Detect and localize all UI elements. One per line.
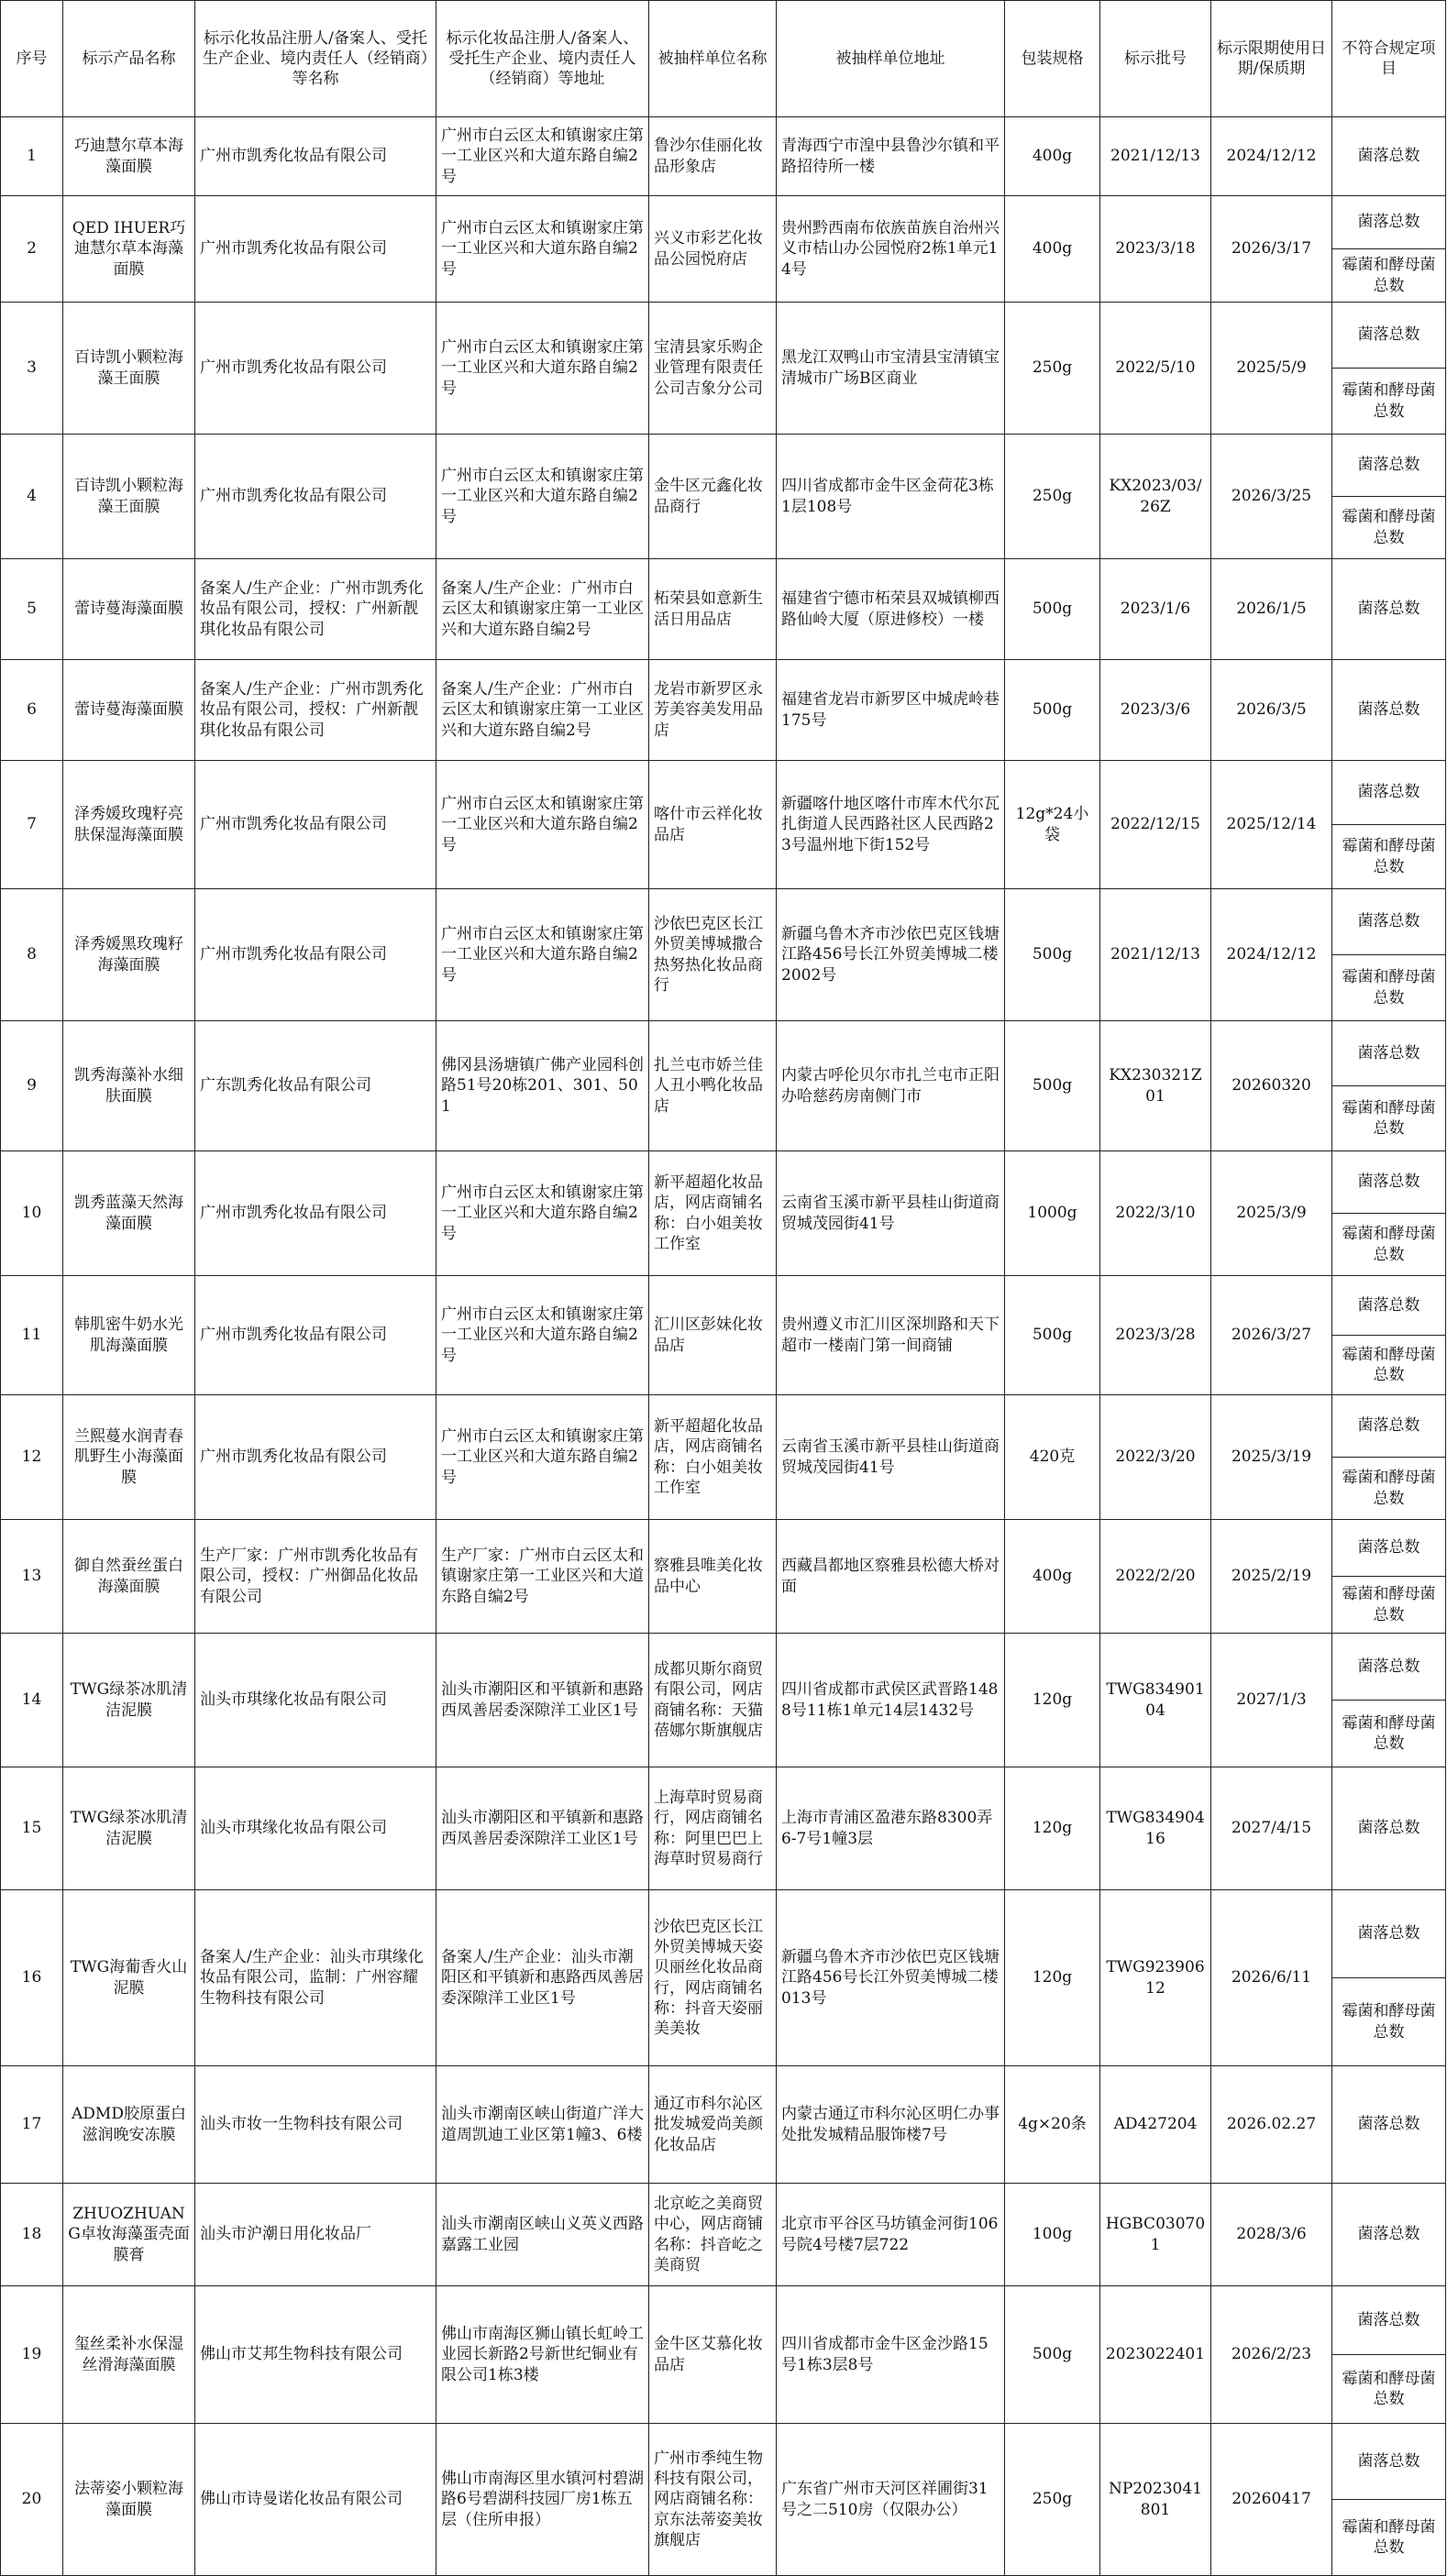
cell-noncompliant-item: 菌落总数 — [1332, 889, 1446, 955]
table-row — [1, 1395, 1446, 1458]
cell-batch-number: 2023022401 — [1100, 2286, 1211, 2424]
cell-batch-number: 2021/12/13 — [1100, 117, 1211, 196]
cell-sampled-unit: 金牛区元鑫化妆品商行 — [649, 435, 777, 559]
cell-product-name: 玺丝柔补水保湿丝滑海藻面膜 — [63, 2286, 195, 2424]
cell-product-name: 百诗凯小颗粒海藻王面膜 — [63, 303, 195, 435]
cell-product-name: TWG绿茶冰肌清洁泥膜 — [63, 1767, 195, 1890]
cell-noncompliant-item: 菌落总数 — [1332, 2286, 1446, 2355]
cell-registrant-name: 备案人/生产企业：广州市凯秀化妆品有限公司，授权：广州新靓琪化妆品有限公司 — [195, 660, 436, 761]
table-row — [1, 2066, 1446, 2184]
cell-registrant-address: 广州市白云区太和镇谢家庄第一工业区兴和大道东路自编2号 — [436, 1395, 649, 1520]
cell-sampled-unit-address: 青海西宁市湟中县鲁沙尔镇和平路招待所一楼 — [777, 117, 1005, 196]
cell-noncompliant-item: 霉菌和酵母菌总数 — [1332, 1336, 1446, 1395]
cell-registrant-address: 备案人/生产企业：广州市白云区太和镇谢家庄第一工业区兴和大道东路自编2号 — [436, 660, 649, 761]
cell-registrant-name: 广州市凯秀化妆品有限公司 — [195, 196, 436, 303]
table-row — [1, 1021, 1446, 1086]
cell-noncompliant-item: 菌落总数 — [1332, 196, 1446, 249]
cell-package-spec: 100g — [1005, 2184, 1100, 2286]
cell-batch-number: TWG92390612 — [1100, 1890, 1211, 2066]
cell-package-spec: 500g — [1005, 660, 1100, 761]
cell-serial: 10 — [1, 1151, 63, 1276]
cell-noncompliant-item: 霉菌和酵母菌总数 — [1332, 2500, 1446, 2576]
cell-noncompliant-item: 菌落总数 — [1332, 559, 1446, 660]
header-product-name: 标示产品名称 — [63, 1, 195, 117]
header-package-spec: 包装规格 — [1005, 1, 1100, 117]
cell-noncompliant-item: 菌落总数 — [1332, 435, 1446, 497]
cell-product-name: 法蒂姿小颗粒海藻面膜 — [63, 2424, 195, 2576]
cell-sampled-unit-address: 四川省成都市金牛区金荷花3栋1层108号 — [777, 435, 1005, 559]
cell-product-name: 蕾诗蔓海藻面膜 — [63, 559, 195, 660]
cell-expiry-date: 2026/3/17 — [1211, 196, 1332, 303]
cell-registrant-address: 佛山市南海区狮山镇长虹岭工业园长新路2号新世纪铜业有限公司1栋3楼 — [436, 2286, 649, 2424]
cell-registrant-name: 汕头市沪潮日用化妆品厂 — [195, 2184, 436, 2286]
cell-registrant-address: 广州市白云区太和镇谢家庄第一工业区兴和大道东路自编2号 — [436, 303, 649, 435]
cell-serial: 9 — [1, 1021, 63, 1151]
cell-batch-number: TWG83490104 — [1100, 1634, 1211, 1767]
cell-expiry-date: 2026/6/11 — [1211, 1890, 1332, 2066]
cell-serial: 7 — [1, 761, 63, 889]
cell-noncompliant-item: 菌落总数 — [1332, 660, 1446, 761]
cell-registrant-address: 广州市白云区太和镇谢家庄第一工业区兴和大道东路自编2号 — [436, 196, 649, 303]
cell-registrant-address: 广州市白云区太和镇谢家庄第一工业区兴和大道东路自编2号 — [436, 435, 649, 559]
table-row — [1, 1520, 1446, 1577]
cell-serial: 14 — [1, 1634, 63, 1767]
cell-sampled-unit-address: 新疆乌鲁木齐市沙依巴克区钱塘江路456号长江外贸美博城二楼013号 — [777, 1890, 1005, 2066]
cell-serial: 1 — [1, 117, 63, 196]
cell-noncompliant-item: 霉菌和酵母菌总数 — [1332, 1701, 1446, 1767]
cell-batch-number: 2022/5/10 — [1100, 303, 1211, 435]
cell-sampled-unit-address: 贵州黔西南布依族苗族自治州兴义市桔山办公园悦府2栋1单元14号 — [777, 196, 1005, 303]
cell-sampled-unit: 沙依巴克区长江外贸美博城撒合热努热化妆品商行 — [649, 889, 777, 1021]
cell-noncompliant-item: 菌落总数 — [1332, 1767, 1446, 1890]
cell-sampled-unit: 宝清县家乐购企业管理有限责任公司吉象分公司 — [649, 303, 777, 435]
table-row — [1, 2286, 1446, 2355]
cell-serial: 15 — [1, 1767, 63, 1890]
cell-batch-number: 2023/3/28 — [1100, 1276, 1211, 1395]
cell-sampled-unit-address: 上海市青浦区盈港东路8300弄6-7号1幢3层 — [777, 1767, 1005, 1890]
cell-noncompliant-item: 菌落总数 — [1332, 1520, 1446, 1577]
table-row — [1, 117, 1446, 196]
cell-registrant-name: 备案人/生产企业：广州市凯秀化妆品有限公司，授权：广州新靓琪化妆品有限公司 — [195, 559, 436, 660]
cell-batch-number: 2023/3/18 — [1100, 196, 1211, 303]
cell-sampled-unit: 汇川区彭妹化妆品店 — [649, 1276, 777, 1395]
cell-sampled-unit: 扎兰屯市娇兰佳人丑小鸭化妆品店 — [649, 1021, 777, 1151]
cell-noncompliant-item: 菌落总数 — [1332, 2066, 1446, 2184]
cell-product-name: 百诗凯小颗粒海藻王面膜 — [63, 435, 195, 559]
cell-expiry-date: 2028/3/6 — [1211, 2184, 1332, 2286]
cell-serial: 17 — [1, 2066, 63, 2184]
table-row — [1, 196, 1446, 249]
cell-expiry-date: 2026/3/27 — [1211, 1276, 1332, 1395]
cell-product-name: 泽秀媛玫瑰籽亮肤保湿海藻面膜 — [63, 761, 195, 889]
cell-batch-number: AD427204 — [1100, 2066, 1211, 2184]
cell-noncompliant-item: 霉菌和酵母菌总数 — [1332, 249, 1446, 303]
cell-sampled-unit-address: 内蒙古呼伦贝尔市扎兰屯市正阳办哈慈药房南侧门市 — [777, 1021, 1005, 1151]
cell-sampled-unit-address: 内蒙古通辽市科尔沁区明仁办事处批发城精品服饰楼7号 — [777, 2066, 1005, 2184]
cell-registrant-address: 广州市白云区太和镇谢家庄第一工业区兴和大道东路自编2号 — [436, 1151, 649, 1276]
cell-sampled-unit: 金牛区艾慕化妆品店 — [649, 2286, 777, 2424]
cell-product-name: 凯秀蓝藻天然海藻面膜 — [63, 1151, 195, 1276]
cell-expiry-date: 2026/3/5 — [1211, 660, 1332, 761]
cell-registrant-name: 广州市凯秀化妆品有限公司 — [195, 1276, 436, 1395]
cell-noncompliant-item: 菌落总数 — [1332, 2184, 1446, 2286]
cell-sampled-unit-address: 贵州遵义市汇川区深圳路和天下超市一楼南门第一间商铺 — [777, 1276, 1005, 1395]
cell-expiry-date: 2025/5/9 — [1211, 303, 1332, 435]
cell-noncompliant-item: 菌落总数 — [1332, 1890, 1446, 1978]
cell-registrant-name: 汕头市琪缘化妆品有限公司 — [195, 1634, 436, 1767]
cell-package-spec: 500g — [1005, 1021, 1100, 1151]
table-row — [1, 1767, 1446, 1890]
cell-package-spec: 120g — [1005, 1634, 1100, 1767]
cell-registrant-address: 汕头市潮阳区和平镇新和惠路西凤善居委深隙洋工业区1号 — [436, 1767, 649, 1890]
cell-registrant-address: 广州市白云区太和镇谢家庄第一工业区兴和大道东路自编2号 — [436, 761, 649, 889]
cell-package-spec: 120g — [1005, 1767, 1100, 1890]
cell-expiry-date: 2025/3/9 — [1211, 1151, 1332, 1276]
table-row — [1, 435, 1446, 497]
cell-expiry-date: 2027/4/15 — [1211, 1767, 1332, 1890]
cell-product-name: 韩肌密牛奶水光肌海藻面膜 — [63, 1276, 195, 1395]
cell-sampled-unit: 兴义市彩艺化妆品公园悦府店 — [649, 196, 777, 303]
cell-registrant-address: 广州市白云区太和镇谢家庄第一工业区兴和大道东路自编2号 — [436, 117, 649, 196]
cell-noncompliant-item: 霉菌和酵母菌总数 — [1332, 1458, 1446, 1520]
cell-batch-number: 2022/3/10 — [1100, 1151, 1211, 1276]
cell-expiry-date: 2025/2/19 — [1211, 1520, 1332, 1634]
table-row — [1, 660, 1446, 761]
cell-package-spec: 1000g — [1005, 1151, 1100, 1276]
cell-product-name: 泽秀媛黑玫瑰籽海藻面膜 — [63, 889, 195, 1021]
cell-sampled-unit: 通辽市科尔沁区批发城爱尚美颜化妆品店 — [649, 2066, 777, 2184]
cell-package-spec: 250g — [1005, 303, 1100, 435]
cell-registrant-address: 备案人/生产企业：广州市白云区太和镇谢家庄第一工业区兴和大道东路自编2号 — [436, 559, 649, 660]
cell-batch-number: KX2023/03/26Z — [1100, 435, 1211, 559]
cell-registrant-name: 广州市凯秀化妆品有限公司 — [195, 889, 436, 1021]
cell-expiry-date: 20260320 — [1211, 1021, 1332, 1151]
cell-sampled-unit: 龙岩市新罗区永芳美容美发用品店 — [649, 660, 777, 761]
cell-sampled-unit-address: 新疆喀什地区喀什市库木代尔瓦扎街道人民西路社区人民西路23号温州地下街152号 — [777, 761, 1005, 889]
table-row — [1, 761, 1446, 825]
cell-expiry-date: 2024/12/12 — [1211, 889, 1332, 1021]
cell-product-name: TWG海葡香火山泥膜 — [63, 1890, 195, 2066]
cell-noncompliant-item: 霉菌和酵母菌总数 — [1332, 1978, 1446, 2066]
cell-noncompliant-item: 菌落总数 — [1332, 1634, 1446, 1701]
cell-serial: 20 — [1, 2424, 63, 2576]
cell-noncompliant-item: 菌落总数 — [1332, 761, 1446, 825]
cell-registrant-name: 汕头市琪缘化妆品有限公司 — [195, 1767, 436, 1890]
cell-noncompliant-item: 菌落总数 — [1332, 1395, 1446, 1458]
cell-registrant-address: 汕头市潮阳区和平镇新和惠路西凤善居委深隙洋工业区1号 — [436, 1634, 649, 1767]
cell-serial: 2 — [1, 196, 63, 303]
cell-product-name: 兰熙蔓水润青春肌野生小海藻面膜 — [63, 1395, 195, 1520]
cell-expiry-date: 20260417 — [1211, 2424, 1332, 2576]
cell-sampled-unit-address: 黑龙江双鸭山市宝清县宝清镇宝清城市广场B区商业 — [777, 303, 1005, 435]
cell-product-name: QED IHUER巧迪慧尔草本海藻面膜 — [63, 196, 195, 303]
cell-serial: 6 — [1, 660, 63, 761]
header-registrant-name: 标示化妆品注册人/备案人、受托生产企业、境内责任人（经销商）等名称 — [195, 1, 436, 117]
table-row — [1, 2184, 1446, 2286]
table-row — [1, 1634, 1446, 1701]
cell-sampled-unit: 北京屹之美商贸中心，网店商铺名称：抖音屹之美商贸 — [649, 2184, 777, 2286]
cell-registrant-name: 广州市凯秀化妆品有限公司 — [195, 761, 436, 889]
cell-batch-number: 2022/2/20 — [1100, 1520, 1211, 1634]
cell-serial: 8 — [1, 889, 63, 1021]
cell-noncompliant-item: 霉菌和酵母菌总数 — [1332, 825, 1446, 889]
table-row — [1, 1276, 1446, 1336]
cell-batch-number: 2022/3/20 — [1100, 1395, 1211, 1520]
cell-registrant-address: 广州市白云区太和镇谢家庄第一工业区兴和大道东路自编2号 — [436, 1276, 649, 1395]
table-row — [1, 2424, 1446, 2500]
cell-noncompliant-item: 菌落总数 — [1332, 117, 1446, 196]
cell-noncompliant-item: 霉菌和酵母菌总数 — [1332, 497, 1446, 559]
cell-noncompliant-item: 菌落总数 — [1332, 1276, 1446, 1336]
cell-package-spec: 500g — [1005, 1276, 1100, 1395]
cell-package-spec: 500g — [1005, 559, 1100, 660]
cell-sampled-unit: 新平超超化妆品店，网店商铺名称：白小姐美妆工作室 — [649, 1151, 777, 1276]
cell-serial: 19 — [1, 2286, 63, 2424]
cell-product-name: 蕾诗蔓海藻面膜 — [63, 660, 195, 761]
cell-product-name: ZHUOZHUANG卓妆海藻蛋壳面膜膏 — [63, 2184, 195, 2286]
cell-registrant-address: 生产厂家：广州市白云区太和镇谢家庄第一工业区兴和大道东路自编2号 — [436, 1520, 649, 1634]
cell-expiry-date: 2026/3/25 — [1211, 435, 1332, 559]
cell-registrant-address: 汕头市潮南区峡山街道广洋大道周凯迪工业区第1幢3、6楼 — [436, 2066, 649, 2184]
cell-sampled-unit: 沙依巴克区长江外贸美博城天姿贝丽丝化妆品商行，网店商铺名称：抖音天姿丽美美妆 — [649, 1890, 777, 2066]
cell-noncompliant-item: 霉菌和酵母菌总数 — [1332, 369, 1446, 435]
cell-serial: 4 — [1, 435, 63, 559]
cell-sampled-unit-address: 福建省龙岩市新罗区中城虎岭巷175号 — [777, 660, 1005, 761]
header-sampled-unit-address: 被抽样单位地址 — [777, 1, 1005, 117]
cell-noncompliant-item: 霉菌和酵母菌总数 — [1332, 2355, 1446, 2424]
table-row — [1, 1890, 1446, 1978]
cell-package-spec: 12g*24小袋 — [1005, 761, 1100, 889]
cell-package-spec: 400g — [1005, 1520, 1100, 1634]
cell-serial: 12 — [1, 1395, 63, 1520]
cell-product-name: 凯秀海藻补水细肤面膜 — [63, 1021, 195, 1151]
cell-noncompliant-item: 霉菌和酵母菌总数 — [1332, 1086, 1446, 1151]
cell-sampled-unit: 喀什市云祥化妆品店 — [649, 761, 777, 889]
header-noncompliant-items: 不符合规定项目 — [1332, 1, 1446, 117]
cell-sampled-unit-address: 西藏昌都地区察雅县松德大桥对面 — [777, 1520, 1005, 1634]
cell-package-spec: 250g — [1005, 2424, 1100, 2576]
cell-package-spec: 500g — [1005, 2286, 1100, 2424]
cell-noncompliant-item: 霉菌和酵母菌总数 — [1332, 955, 1446, 1021]
cell-serial: 16 — [1, 1890, 63, 2066]
cell-registrant-name: 备案人/生产企业：汕头市琪缘化妆品有限公司，监制：广州容耀生物科技有限公司 — [195, 1890, 436, 2066]
cell-noncompliant-item: 霉菌和酵母菌总数 — [1332, 1577, 1446, 1634]
cell-registrant-name: 佛山市诗曼诺化妆品有限公司 — [195, 2424, 436, 2576]
cell-registrant-name: 广州市凯秀化妆品有限公司 — [195, 303, 436, 435]
cell-serial: 13 — [1, 1520, 63, 1634]
cell-package-spec: 400g — [1005, 196, 1100, 303]
cell-registrant-name: 佛山市艾邦生物科技有限公司 — [195, 2286, 436, 2424]
cell-noncompliant-item: 菌落总数 — [1332, 303, 1446, 369]
cell-expiry-date: 2026.02.27 — [1211, 2066, 1332, 2184]
cell-serial: 5 — [1, 559, 63, 660]
cell-sampled-unit: 广州市季纯生物科技有限公司，网店商铺名称：京东法蒂姿美妆旗舰店 — [649, 2424, 777, 2576]
cell-batch-number: 2022/12/15 — [1100, 761, 1211, 889]
cell-batch-number: NP2023041801 — [1100, 2424, 1211, 2576]
cell-sampled-unit-address: 云南省玉溪市新平县桂山街道商贸城茂园街41号 — [777, 1395, 1005, 1520]
cell-sampled-unit: 新平超超化妆品店，网店商铺名称：白小姐美妆工作室 — [649, 1395, 777, 1520]
cell-sampled-unit: 上海草时贸易商行，网店商铺名称：阿里巴巴上海草时贸易商行 — [649, 1767, 777, 1890]
cell-sampled-unit-address: 新疆乌鲁木齐市沙依巴克区钱塘江路456号长江外贸美博城二楼2002号 — [777, 889, 1005, 1021]
table-row — [1, 303, 1446, 369]
cell-sampled-unit-address: 四川省成都市金牛区金沙路15号1栋3层8号 — [777, 2286, 1005, 2424]
cell-registrant-name: 生产厂家：广州市凯秀化妆品有限公司，授权：广州御品化妆品有限公司 — [195, 1520, 436, 1634]
cell-product-name: TWG绿茶冰肌清洁泥膜 — [63, 1634, 195, 1767]
table-row — [1, 559, 1446, 660]
cell-registrant-name: 广州市凯秀化妆品有限公司 — [195, 117, 436, 196]
cell-sampled-unit: 察雅县唯美化妆品中心 — [649, 1520, 777, 1634]
cell-registrant-address: 广州市白云区太和镇谢家庄第一工业区兴和大道东路自编2号 — [436, 889, 649, 1021]
cell-expiry-date: 2025/12/14 — [1211, 761, 1332, 889]
header-registrant-address: 标示化妆品注册人/备案人、受托生产企业、境内责任人（经销商）等地址 — [436, 1, 649, 117]
cell-noncompliant-item: 菌落总数 — [1332, 1151, 1446, 1214]
header-batch-number: 标示批号 — [1100, 1, 1211, 117]
cell-product-name: 巧迪慧尔草本海藻面膜 — [63, 117, 195, 196]
cell-package-spec: 4g×20条 — [1005, 2066, 1100, 2184]
cell-batch-number: HGBC030701 — [1100, 2184, 1211, 2286]
cell-registrant-name: 广州市凯秀化妆品有限公司 — [195, 1395, 436, 1520]
cell-registrant-name: 广东凯秀化妆品有限公司 — [195, 1021, 436, 1151]
cell-noncompliant-item: 菌落总数 — [1332, 2424, 1446, 2500]
cell-registrant-address: 汕头市潮南区峡山义英义西路嘉露工业园 — [436, 2184, 649, 2286]
cell-serial: 11 — [1, 1276, 63, 1395]
cell-expiry-date: 2026/1/5 — [1211, 559, 1332, 660]
cell-noncompliant-item: 霉菌和酵母菌总数 — [1332, 1214, 1446, 1276]
cell-batch-number: 2023/3/6 — [1100, 660, 1211, 761]
header-expiry-date: 标示限期使用日期/保质期 — [1211, 1, 1332, 117]
cell-product-name: ADMD胶原蛋白滋润晚安冻膜 — [63, 2066, 195, 2184]
cell-package-spec: 120g — [1005, 1890, 1100, 2066]
cell-sampled-unit-address: 福建省宁德市柘荣县双城镇柳西路仙岭大厦（原进修校）一楼 — [777, 559, 1005, 660]
cell-registrant-name: 广州市凯秀化妆品有限公司 — [195, 1151, 436, 1276]
cell-sampled-unit-address: 云南省玉溪市新平县桂山街道商贸城茂园街41号 — [777, 1151, 1005, 1276]
cell-registrant-address: 佛冈县汤塘镇广佛产业园科创路51号20栋201、301、501 — [436, 1021, 649, 1151]
cell-registrant-name: 汕头市妆一生物科技有限公司 — [195, 2066, 436, 2184]
cell-registrant-address: 佛山市南海区里水镇河村碧湖路6号碧湖科技园厂房1栋五层（住所申报） — [436, 2424, 649, 2576]
cell-sampled-unit: 成都贝斯尔商贸有限公司，网店商铺名称：天猫蓓娜尔斯旗舰店 — [649, 1634, 777, 1767]
cell-package-spec: 400g — [1005, 117, 1100, 196]
cell-sampled-unit: 鲁沙尔佳丽化妆品形象店 — [649, 117, 777, 196]
cell-expiry-date: 2026/2/23 — [1211, 2286, 1332, 2424]
cell-sampled-unit: 柘荣县如意新生活日用品店 — [649, 559, 777, 660]
cell-batch-number: KX230321Z01 — [1100, 1021, 1211, 1151]
cell-sampled-unit-address: 四川省成都市武侯区武晋路1488号11栋1单元14层1432号 — [777, 1634, 1005, 1767]
cell-batch-number: 2023/1/6 — [1100, 559, 1211, 660]
cell-serial: 3 — [1, 303, 63, 435]
table-header-row — [1, 1, 1446, 117]
header-sampled-unit: 被抽样单位名称 — [649, 1, 777, 117]
cell-batch-number: 2021/12/13 — [1100, 889, 1211, 1021]
cell-package-spec: 250g — [1005, 435, 1100, 559]
cell-batch-number: TWG83490416 — [1100, 1767, 1211, 1890]
cell-sampled-unit-address: 北京市平谷区马坊镇金河街106号院4号楼7层722 — [777, 2184, 1005, 2286]
cell-serial: 18 — [1, 2184, 63, 2286]
header-serial: 序号 — [1, 1, 63, 117]
table-row — [1, 889, 1446, 955]
table-row — [1, 1151, 1446, 1214]
cell-package-spec: 500g — [1005, 889, 1100, 1021]
cell-noncompliant-item: 菌落总数 — [1332, 1021, 1446, 1086]
cell-product-name: 御自然蚕丝蛋白海藻面膜 — [63, 1520, 195, 1634]
cell-package-spec: 420克 — [1005, 1395, 1100, 1520]
cell-expiry-date: 2027/1/3 — [1211, 1634, 1332, 1767]
cell-registrant-address: 备案人/生产企业：汕头市潮阳区和平镇新和惠路西凤善居委深隙洋工业区1号 — [436, 1890, 649, 2066]
cell-registrant-name: 广州市凯秀化妆品有限公司 — [195, 435, 436, 559]
cell-sampled-unit-address: 广东省广州市天河区祥圃街31号之二510房（仅限办公） — [777, 2424, 1005, 2576]
cell-expiry-date: 2025/3/19 — [1211, 1395, 1332, 1520]
cell-expiry-date: 2024/12/12 — [1211, 117, 1332, 196]
